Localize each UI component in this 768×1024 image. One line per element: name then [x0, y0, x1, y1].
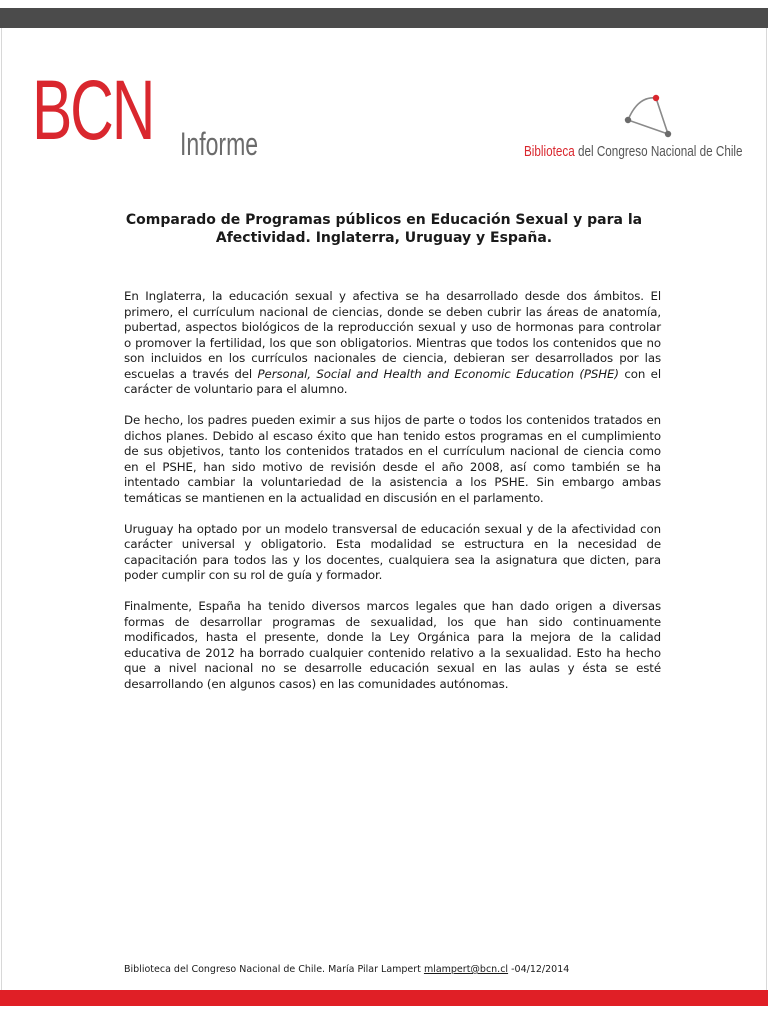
- institution-name-rest: del Congreso Nacional de Chile: [574, 143, 743, 160]
- footer-email-link[interactable]: mlampert@bcn.cl: [423, 964, 509, 975]
- top-frame-bar: [0, 8, 768, 28]
- paragraph-england: [124, 289, 661, 398]
- informe-label: Informe: [180, 126, 259, 162]
- document-footer: [124, 964, 684, 976]
- bcn-emblem-icon: [620, 92, 672, 140]
- bcn-logo-text: BCN: [32, 63, 154, 157]
- paragraph-uruguay: Uruguay ha optado por un modelo transversal de educación sexual y de la afectividad con carácter universal y obligatorio. Esta modalidad se estructura en la necesidad de capacitación para todos las y los docentes, cualquiera sea la asignatura que dicten, para poder cumplir con su rol de guía y formador.: [124, 521, 661, 582]
- paragraph-spain: Finalmente, España ha tenido diversos marcos legales que han dado origen a diversas formas de desarrollar programas de sexualidad, los que han sido continuamente modificados, hasta el presente, donde la Ley Orgánica para la mejora de la calidad educativa de 2012 ha borrado cualquier contenido relativo a la sexualidad. Esto ha hecho que a nivel nacional no se desarrolle educación sexual en las aulas y ésta se esté desarrollando (en algunos casos) en las comunidades autónomas.: [124, 599, 661, 691]
- paragraph-england-text: En Inglaterra, la educación sexual y afectiva se ha desarrollado desde dos ámbitos. El primero, el currículum nacional de ciencias, donde se deben cubrir las áreas de anatomía, pubertad, aspectos biológicos de la reproducción sexual y uso de hormonas para controlar o promover la fertilidad, los que son obligatorios. Mientras que todos los contenidos que no son incluidos en los currículos nacionales de ciencia, debieran ser desarrollados por las escuelas a través del: [124, 289, 661, 381]
- institution-name-highlight: Biblioteca: [524, 143, 575, 160]
- document-body: [124, 289, 661, 708]
- institution-name: [524, 142, 743, 162]
- document-title: Comparado de Programas públicos en Educación Sexual y para la Afectividad. Inglaterra, Uruguay y España.: [125, 212, 643, 246]
- footer-date: -04/12/2014: [508, 964, 570, 975]
- pshe-italic: Personal, Social and Health and Economic Education (PSHE): [257, 366, 619, 381]
- paragraph-england-2: De hecho, los padres pueden eximir a sus hijos de parte o todos los contenidos tratados en dichos planes. Debido al escaso éxito que han tenido estos programas en el cumplimiento de sus objetivos, tanto los contenidos tratados en el currículum nacional de ciencia como en el PSHE, han sido motivo de revisión desde el año 2008, así como también se ha intentado cambiar la voluntariedad de la asistencia a los PSHE. Sin embargo ambas temáticas se mantienen en la actualidad en discusión en el parlamento.: [124, 413, 661, 505]
- footer-credit: Biblioteca del Congreso Nacional de Chile. María Pilar Lampert: [124, 964, 424, 975]
- paragraph-england-end: con el carácter de voluntario para el alumno.: [124, 366, 661, 396]
- bottom-frame-bar: [0, 990, 768, 1006]
- bottom-margin: [0, 1006, 768, 1024]
